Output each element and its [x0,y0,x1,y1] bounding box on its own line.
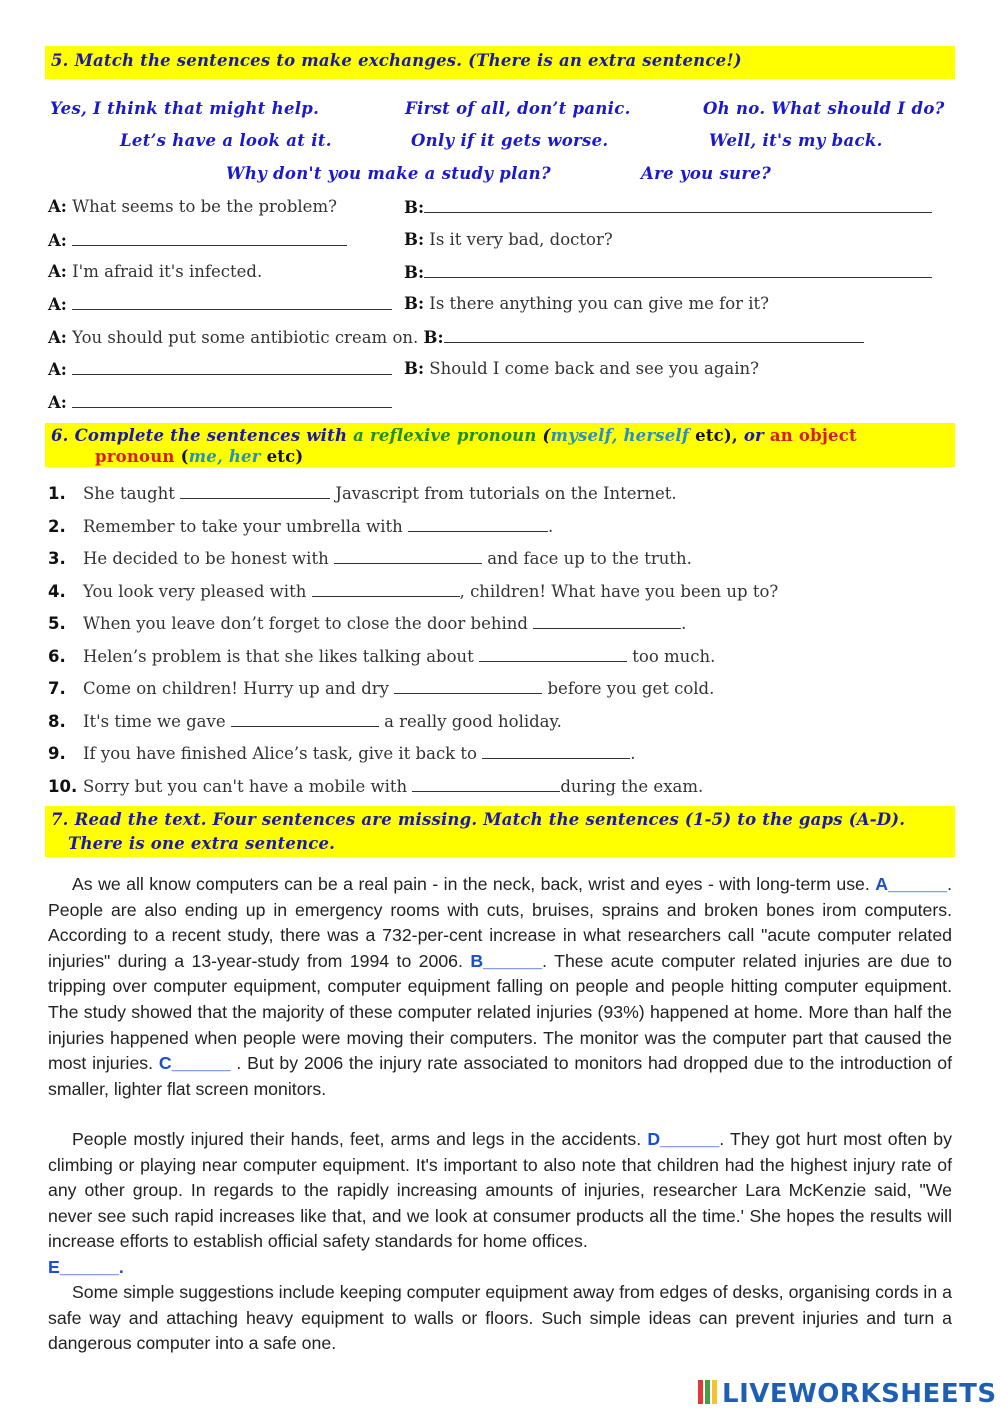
answer-blank-5[interactable] [444,327,864,343]
dialogue-row-6: A: [48,359,392,379]
answer-blank-4[interactable] [72,294,392,310]
exercise-item-6: 6. Helen’s problem is that she likes talking about too much. [48,647,716,666]
dialogue-row-4-b: B: Is there anything you can give me for it? [404,294,770,313]
dialogue-row-4: A: [48,294,392,314]
exercise-item-8: 8. It's time we gave a really good holiday. [48,712,562,731]
gap-b-blank[interactable]: ______ [483,950,543,971]
dialogue-row-7: A: [48,392,392,412]
gap-c-blank[interactable]: ______ [171,1053,231,1074]
dialogue-row-1: A: What seems to be the problem? [48,197,337,216]
dialogue-a-1: What seems to be the problem? [72,197,337,216]
dialogue-row-3-b: B: [404,262,932,282]
option-8: Are you sure? [641,164,772,183]
answer-blank-2[interactable] [72,230,347,246]
gap-e-label: E [48,1256,60,1277]
dialogue-row-2-b: B: Is it very bad, doctor? [404,230,613,249]
dialogue-a-5: You should put some antibiotic cream on. [72,328,419,347]
dialogue-b-4: Is there anything you can give me for it? [429,294,770,313]
dialogue-row-2: A: [48,230,347,250]
dialogue-a-3: I'm afraid it's infected. [72,262,263,281]
dialogue-row-3: A: I'm afraid it's infected. [48,262,263,281]
option-4: Let’s have a look at it. [120,131,332,150]
answer-blank-7[interactable] [72,392,392,408]
reading-paragraph-3: Some simple suggestions include keeping computer equipment away from edges of desks, organising cords in a safe way and attaching heavy equipment to walls or floors. Such simple ideas can prevent injuries and turn a dangerous computer into a safe one. [48,1282,952,1354]
reading-paragraph-2: People mostly injured their hands, feet, arms and legs in the accidents. D______. They got hurt most often by climbing or playing near computer equipment. It's important to also note that children had the highest injury rate of any other group. In regards to the rapidly increasing amounts of injuries, researcher Lara McKenzie said, "We never see such rapid increases like that, and we look at consumer products all the time.' She hopes the results will increase efforts to establish official safety standards for home offices. E______. [48,1129,952,1277]
exercise-item-4: 4. You look very pleased with , children! What have you been up to? [48,582,779,601]
fill-blank-4[interactable] [312,581,460,597]
option-3: Oh no. What should I do? [703,99,945,118]
option-7: Why don't you make a study plan? [226,164,551,183]
dialogue-b-2: Is it very bad, doctor? [429,230,613,249]
section-5-title: 5. Match the sentences to make exchanges. (There is an extra sentence!) [51,51,742,70]
fill-blank-6[interactable] [479,646,627,662]
gap-d-label: D [647,1129,661,1149]
fill-blank-8[interactable] [231,711,379,727]
dialogue-row-6-b: B: Should I come back and see you again? [404,359,759,378]
fill-blank-10[interactable] [412,776,560,792]
section-7-title-line-2: There is one extra sentence. [68,834,336,853]
liveworksheets-logo-icon [697,1378,719,1406]
liveworksheets-logo [697,1378,997,1409]
fill-blank-7[interactable] [394,678,542,694]
dialogue-row-1-b: B: [404,197,932,217]
reading-paragraph-1: As we all know computers can be a real pain - in the neck, back, wrist and eyes - with long-term use. A______. People are also ending up in emergency rooms with cuts, bruises, sprains and broken bones irom computers. According to a recent study, there was a 732-per-cent increase in what researchers call "acute computer related injuries" during a 13-year-study from 1994 to 2006. B______. These acute computer related injuries are due to tripping over computer equipment, computer equipment falling on people and people hitting computer equipment. The study showed that the majority of these computer related injuries (93%) happened at home. More than half the injuries happened when people were moving their computers. The monitor was the computer part that caused the most injuries. C______ . But by 2006 the injury rate associated to monitors had dropped due to the introduction of smaller, lighter flat screen monitors. [48,874,953,1099]
gap-a-blank[interactable]: ______ [888,874,948,894]
option-2: First of all, don’t panic. [405,99,631,118]
answer-blank-3[interactable] [424,262,932,278]
exercise-item-1: 1. She taught Javascript from tutorials on the Internet. [48,484,677,503]
gap-e-blank[interactable]: ______ [59,1256,119,1277]
fill-blank-9[interactable] [482,743,630,759]
exercise-item-9: 9. If you have finished Alice’s task, give it back to . [48,744,636,763]
exercise-item-7: 7. Come on children! Hurry up and dry before you get cold. [48,679,715,698]
section-7-header [45,806,955,857]
dialogue-row-5: A: You should put some antibiotic cream on. B: [48,327,864,347]
exercise-item-2: 2. Remember to take your umbrella with . [48,517,554,536]
fill-blank-1[interactable] [180,483,330,499]
gap-d-blank[interactable]: ______ [660,1129,720,1149]
gap-b-label: B [470,950,484,971]
section-6-header: 6. Complete the sentences with a reflexive pronoun (myself, herself etc), or an object pronoun (me, her etc) [45,423,955,467]
fill-blank-2[interactable] [408,516,548,532]
fill-blank-3[interactable] [334,548,482,564]
section-7-title-line-1: 7. Read the text. Four sentences are missing. Match the sentences (1-5) to the gaps (A-D). [51,810,906,829]
answer-blank-6[interactable] [72,359,392,375]
reflexive-pronoun-label: a reflexive pronoun [353,426,537,445]
object-pronoun-label: an object [769,426,857,445]
gap-c-label: C [158,1053,172,1074]
option-6: Well, it's my back. [709,131,883,150]
exercise-item-10: 10. Sorry but you can't have a mobile with during the exam. [48,777,704,796]
exercise-item-5: 5. When you leave don’t forget to close the door behind . [48,614,687,633]
exercise-item-3: 3. He decided to be honest with and face up to the truth. [48,549,692,568]
dialogue-b-6: Should I come back and see you again? [429,359,759,378]
answer-blank-1[interactable] [424,197,932,213]
logo-text: LIVEWORKSHEETS [722,1379,997,1409]
fill-blank-5[interactable] [533,613,681,629]
gap-a-label: A [875,874,889,894]
option-5: Only if it gets worse. [411,131,609,150]
section-5-header [45,46,955,79]
option-1: Yes, I think that might help. [50,99,320,118]
